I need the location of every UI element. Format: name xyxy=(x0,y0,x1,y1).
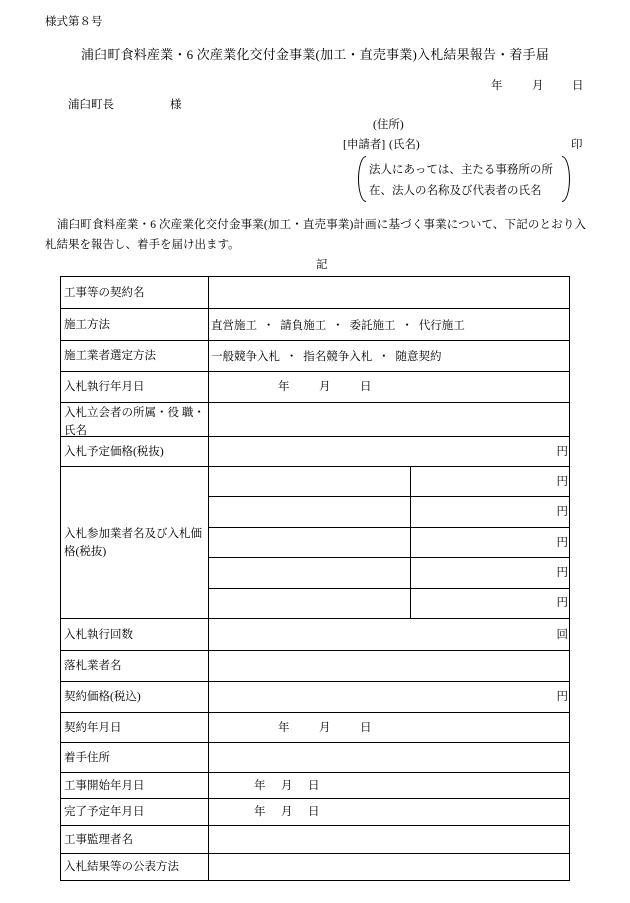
bidder-price-cell xyxy=(411,558,569,587)
construction-method-options: 直営施工 ・ 請負施工 ・ 委託施工 ・ 代行施工 xyxy=(211,319,465,332)
bidder-row xyxy=(209,557,569,587)
contractor-selection-options: 一般競争入札 ・ 指名競争入札 ・ 随意契約 xyxy=(211,351,442,363)
contract-date-label: 契約年月日 xyxy=(61,713,209,742)
row-contract-price xyxy=(61,681,569,712)
contract-price-value-cell xyxy=(209,682,569,712)
estimated-price-yen-unit: 円 xyxy=(556,445,568,458)
completion-date-day-label: 日 xyxy=(308,806,320,818)
start-date-label: 工事開始年月日 xyxy=(61,773,209,798)
document-title: 浦臼町食料産業・6 次産業化交付金事業(加工・直売事業)入札結果報告・着手届 xyxy=(80,47,549,62)
supervisor-label: 工事監理者名 xyxy=(61,826,209,853)
bidder-row xyxy=(209,496,569,526)
bidder-price-cell xyxy=(411,528,569,557)
contract-price-yen-unit: 円 xyxy=(556,691,568,703)
bid-date-label: 入札執行年月日 xyxy=(61,372,209,402)
contract-date-year-label: 年 xyxy=(278,721,290,734)
statement-line-1: 浦臼町食料産業・6 次産業化交付金事業(加工・直売事業)計画に基づく事業について、下記のとおり入 xyxy=(57,219,586,231)
bid-rounds-value-cell xyxy=(209,619,569,650)
bidders-grid xyxy=(209,467,569,618)
row-construction-method xyxy=(61,308,569,340)
bidder-row xyxy=(209,527,569,557)
bidder-price-yen-unit: 円 xyxy=(556,566,568,579)
row-bidders xyxy=(61,466,569,618)
corporate-note-right-bracket xyxy=(562,156,570,202)
winning-bidder-value-cell xyxy=(209,651,569,681)
contract-price-label: 契約価格(税込) xyxy=(61,682,209,712)
bidder-price-yen-unit: 円 xyxy=(556,597,568,610)
bidder-price-yen-unit: 円 xyxy=(556,475,568,488)
bidder-name-cell xyxy=(209,589,411,618)
bidder-price-yen-unit: 円 xyxy=(556,536,568,549)
completion-date-year-label: 年 xyxy=(254,806,266,818)
row-completion-date xyxy=(61,798,569,825)
row-bid-date xyxy=(61,371,569,402)
bidders-label-line-1: 入札参加業者名及び入札価 xyxy=(64,527,202,540)
bidder-price-yen-unit: 円 xyxy=(556,506,568,519)
completion-date-label: 完了予定年月日 xyxy=(61,799,209,825)
bid-report-table xyxy=(60,276,570,881)
bidder-price-cell xyxy=(411,589,569,618)
row-supervisor xyxy=(61,825,569,853)
contract-date-day-label: 日 xyxy=(360,721,372,734)
witnesses-label-line-1: 入札立会者の所属・役 職・ xyxy=(64,407,205,419)
bid-rounds-label: 入札執行回数 xyxy=(61,619,209,650)
publication-method-value-cell xyxy=(209,854,569,880)
bidders-label-line-2: 格(税抜) xyxy=(64,545,107,558)
row-site-address xyxy=(61,742,569,772)
applicant-name-label: (氏名) xyxy=(389,139,420,151)
bidders-label xyxy=(61,467,209,618)
bid-date-month-label: 月 xyxy=(319,381,331,393)
bidder-name-cell xyxy=(209,558,411,587)
addressee-name: 浦臼町長 xyxy=(68,99,114,111)
publication-method-label: 入札結果等の公表方法 xyxy=(61,854,209,880)
bid-rounds-count-unit: 回 xyxy=(556,628,568,641)
start-date-year-label: 年 xyxy=(254,779,266,792)
applicant-seal-label: 印 xyxy=(571,139,583,151)
corporate-note-line-2: 在、法人の名称及び代表者の氏名 xyxy=(369,185,542,197)
supervisor-value-cell xyxy=(209,826,569,853)
row-winning-bidder xyxy=(61,650,569,681)
form-number: 様式第８号 xyxy=(45,16,103,28)
estimated-price-value-cell xyxy=(209,437,569,466)
construction-method-label: 施工方法 xyxy=(61,309,209,340)
witnesses-label-line-2: 氏名 xyxy=(64,425,87,436)
submission-date-year-label: 年 xyxy=(491,80,503,92)
row-contract-name xyxy=(61,277,569,308)
bidder-name-cell xyxy=(209,497,411,526)
completion-date-month-label: 月 xyxy=(281,806,293,818)
corporate-note-left-bracket xyxy=(358,156,366,202)
site-address-label: 着手住所 xyxy=(61,743,209,772)
corporate-note-line-1: 法人にあっては、主たる事務所の所 xyxy=(369,164,553,176)
applicant-role-label: [申請者] xyxy=(343,139,386,151)
bidder-name-cell xyxy=(209,528,411,557)
estimated-price-label: 入札予定価格(税抜) xyxy=(61,437,209,466)
start-date-day-label: 日 xyxy=(308,779,320,792)
row-start-date xyxy=(61,772,569,798)
contract-date-value-cell xyxy=(209,713,569,742)
row-publication-method xyxy=(61,853,569,880)
bid-date-day-label: 日 xyxy=(360,381,372,393)
contract-name-value-cell xyxy=(209,277,569,308)
contract-name-label: 工事等の契約名 xyxy=(61,277,209,308)
start-date-value-cell xyxy=(209,773,569,798)
row-contractor-selection xyxy=(61,340,569,371)
statement-line-2: 札結果を報告し、着手を届け出ます。 xyxy=(45,239,240,251)
site-address-value-cell xyxy=(209,743,569,772)
contract-date-month-label: 月 xyxy=(319,721,331,734)
winning-bidder-label: 落札業者名 xyxy=(61,651,209,681)
bidder-price-cell xyxy=(411,467,569,496)
bidder-row xyxy=(209,467,569,496)
bidder-price-cell xyxy=(411,497,569,526)
bid-date-value-cell xyxy=(209,372,569,402)
applicant-address-label: (住所) xyxy=(373,119,404,131)
completion-date-value-cell xyxy=(209,799,569,825)
bidder-row xyxy=(209,588,569,618)
record-heading: 記 xyxy=(316,259,328,271)
submission-date-month-label: 月 xyxy=(532,80,544,92)
witnesses-value-cell xyxy=(209,403,569,436)
row-estimated-price xyxy=(61,436,569,466)
bid-date-year-label: 年 xyxy=(278,381,290,393)
bidder-name-cell xyxy=(209,467,411,496)
row-witnesses xyxy=(61,402,569,436)
contractor-selection-label: 施工業者選定方法 xyxy=(61,341,209,371)
row-bid-rounds xyxy=(61,618,569,650)
start-date-month-label: 月 xyxy=(281,779,293,792)
addressee-honorific: 様 xyxy=(170,99,182,111)
witnesses-label xyxy=(61,403,209,436)
row-contract-date xyxy=(61,712,569,742)
submission-date-day-label: 日 xyxy=(572,80,584,92)
